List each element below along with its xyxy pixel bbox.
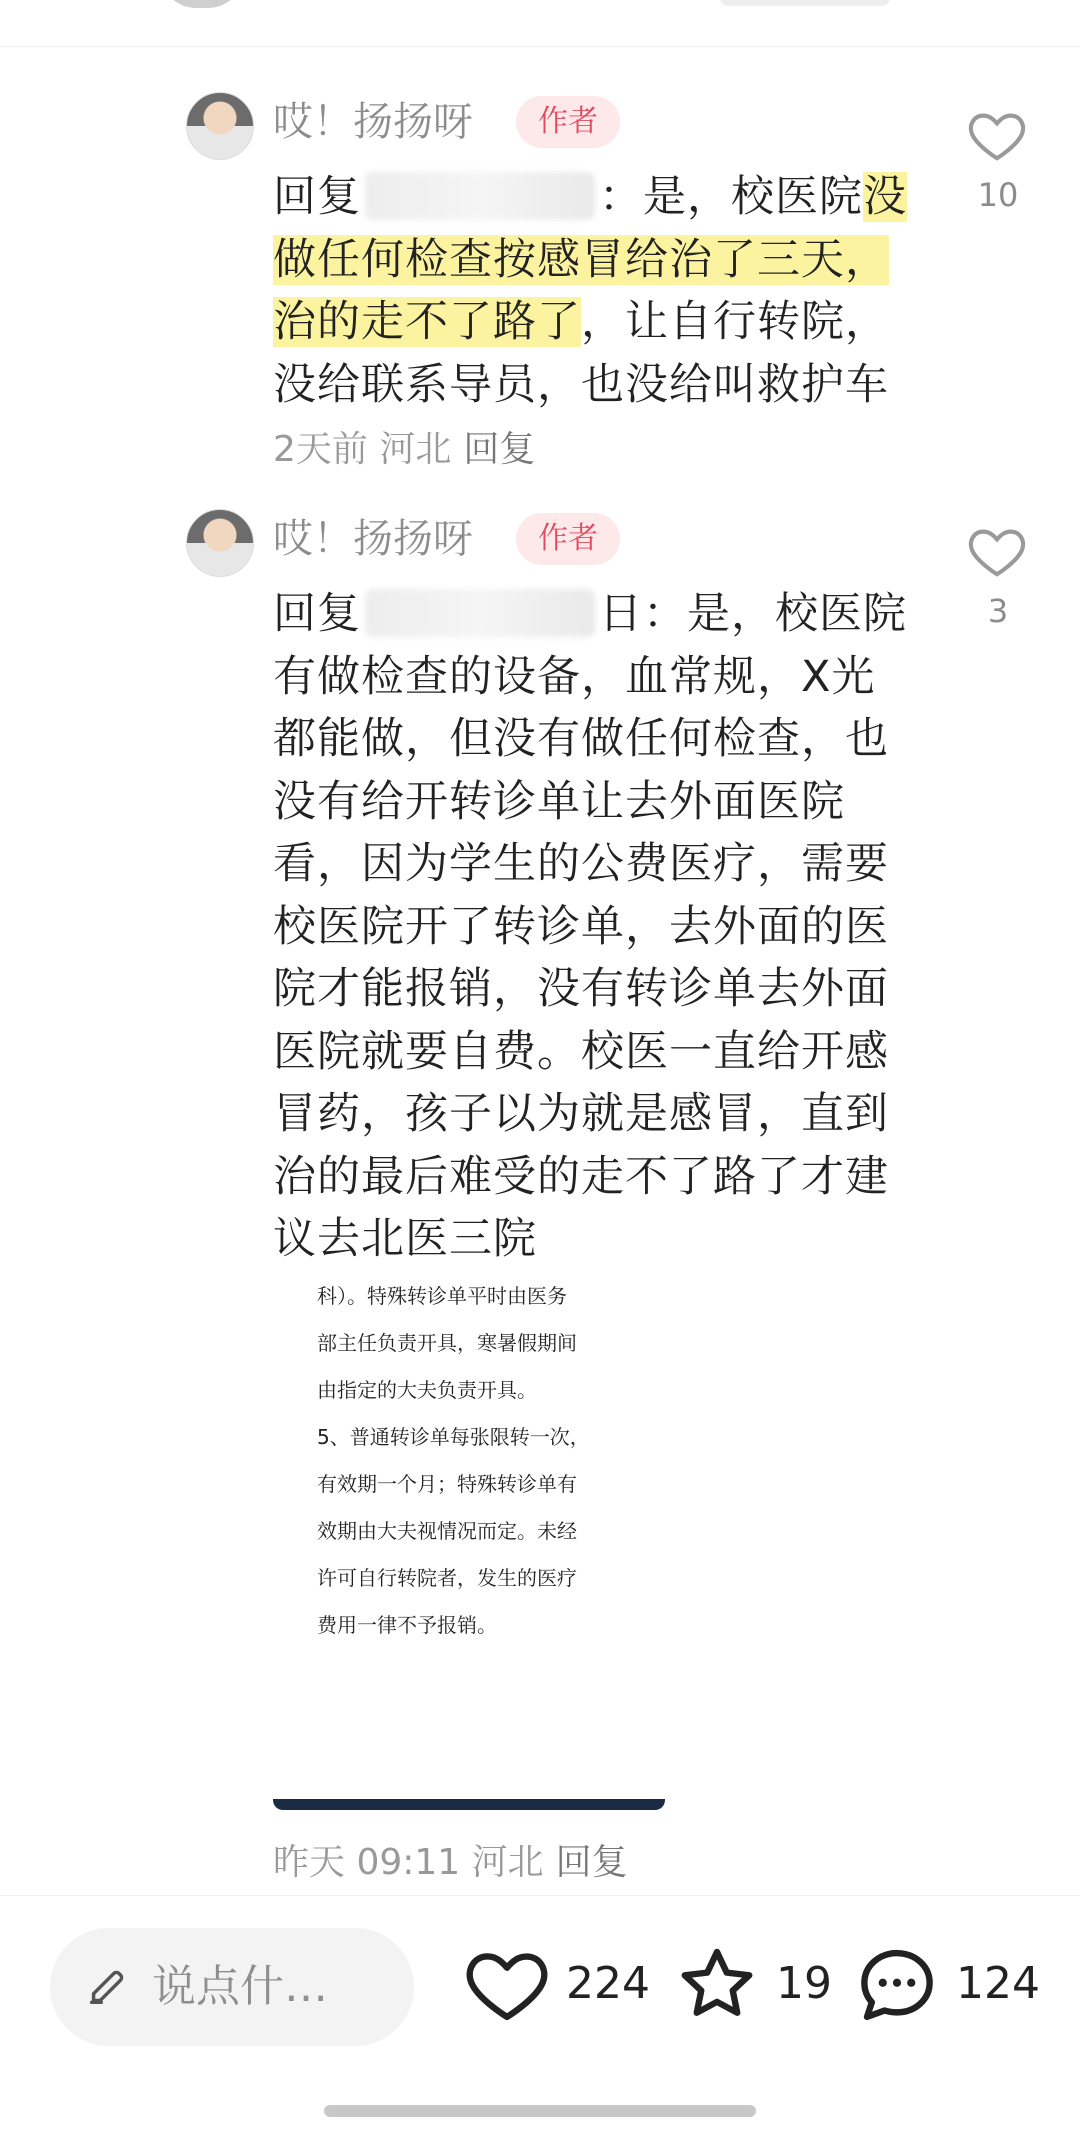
favorite-button[interactable] [672, 1940, 832, 2030]
previous-comment-pill [720, 0, 890, 6]
document-text-line: 部主任负责开具，寒暑假期间 [317, 1331, 577, 1355]
document-text-line: 许可自行转院者，发生的医疗 [317, 1566, 577, 1590]
bottom-action-bar [0, 1895, 1080, 2136]
previous-comment-edge [0, 0, 1080, 47]
image-bottom-edge [273, 1799, 665, 1810]
commenter-name[interactable]: 哎！扬扬呀 [273, 99, 473, 145]
comment-bubble-icon [852, 1940, 942, 2030]
commenter-name[interactable]: 哎！扬扬呀 [273, 516, 473, 562]
comment-meta [273, 1835, 628, 1891]
highlighted-text: 三天，治的走不了路了 [273, 234, 889, 347]
avatar [160, 0, 244, 8]
comment-text-part: ：是，校医院有做检查的设备，血常规，X光都能做，但没有做任何检查，也没有给开转诊单让去外面医院看，因为学生的公费医疗，需要校医院开了转诊单，去外面的医院才能报销，没有转诊单去外面医院就要自费。校医一直给开感冒药，孩子以为就是感冒，直到治的最后难受的走不了路了才建议去北医三院 [273, 589, 907, 1264]
comment-text [273, 583, 913, 1271]
document-text-line: 科）。特殊转诊单平时由医务 [317, 1284, 567, 1308]
favorite-count: 19 [776, 1958, 832, 2009]
username-tail: 日 [599, 589, 643, 639]
highlighted-text: 没做任何检查按感冒给治了 [273, 172, 907, 285]
comment-text [273, 166, 913, 482]
document-text-line: 费用一律不予报销。 [317, 1613, 497, 1637]
comment-time: 昨天 09:11 [273, 1842, 461, 1883]
comment-text-part: ，让自行转院，没给联系导员，也没给叫救护车 [273, 297, 889, 410]
reply-button[interactable]: 回复 [463, 429, 536, 470]
like-button[interactable] [462, 1940, 650, 2030]
document-text-line: 由指定的大夫负责开具。 [317, 1378, 537, 1402]
like-count: 224 [566, 1958, 650, 2009]
comment-input-placeholder: 说点什… [152, 1961, 328, 2012]
like-count: 3 [987, 592, 1009, 630]
document-text-line: 5、普通转诊单每张限转一次， [317, 1425, 590, 1449]
heart-icon[interactable] [966, 520, 1028, 582]
reply-prefix: 回复 [273, 589, 361, 639]
pencil-icon [84, 1964, 130, 2010]
document-text-line: 有效期一个月；特殊转诊单有 [317, 1472, 577, 1496]
avatar[interactable] [186, 509, 254, 577]
comment-input[interactable] [50, 1928, 414, 2046]
avatar[interactable] [186, 92, 254, 160]
reply-button[interactable]: 回复 [555, 1842, 628, 1883]
heart-icon [462, 1940, 552, 2030]
comment-meta [273, 429, 535, 470]
like-count: 10 [977, 176, 1019, 214]
comment-time: 2天前 [273, 429, 368, 470]
attached-document-image[interactable] [273, 1265, 665, 1810]
comment-text-part: ：是，校医院 [599, 172, 863, 222]
blurred-username [365, 172, 595, 220]
reply-prefix: 回复 [273, 172, 361, 222]
comment-location: 河北 [471, 1842, 544, 1883]
star-icon [672, 1940, 762, 2030]
comments-button[interactable] [852, 1940, 1052, 2030]
blurred-username [365, 589, 595, 637]
author-badge: 作者 [516, 96, 620, 148]
document-text-line: 效期由大夫视情况而定。未经 [317, 1519, 577, 1543]
author-badge: 作者 [516, 513, 620, 565]
comment-location: 河北 [379, 429, 452, 470]
comment-count: 124 [956, 1958, 1040, 2009]
home-indicator[interactable] [324, 2105, 756, 2117]
heart-icon[interactable] [966, 104, 1028, 166]
